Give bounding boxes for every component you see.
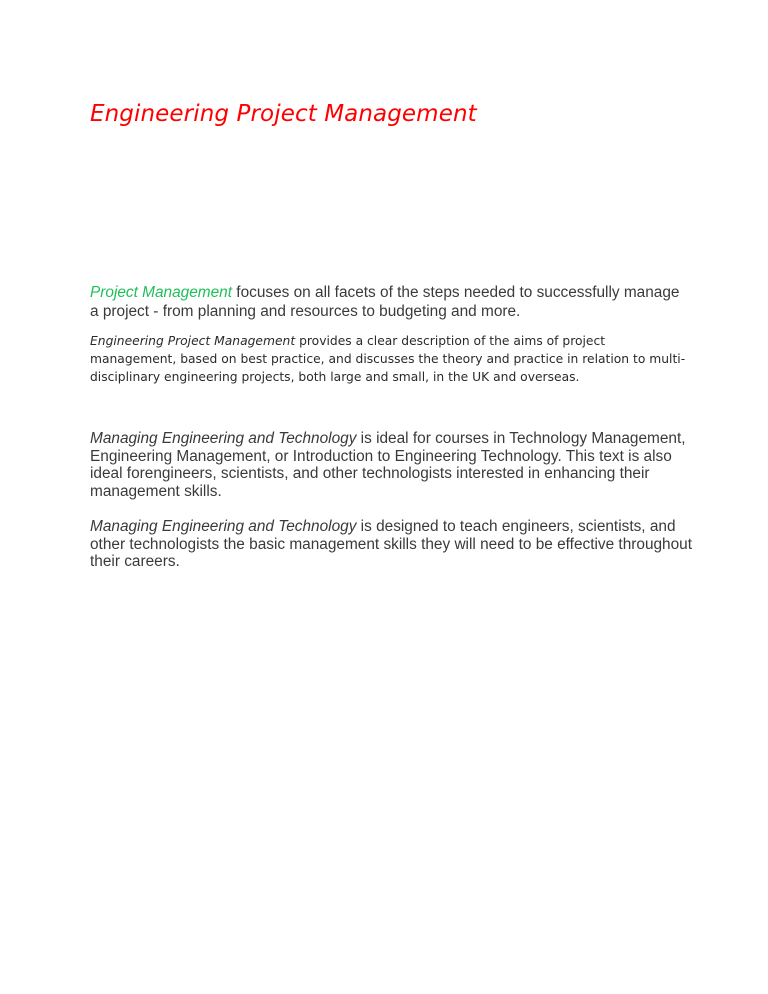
highlighted-term: Project Management — [90, 284, 233, 301]
document-title: Engineering Project Management — [90, 101, 477, 127]
book-title: Engineering Project Management — [90, 334, 296, 348]
book-title: Managing Engineering and Technology — [90, 430, 357, 447]
paragraph-text: focuses on all facets of the steps needed to successfully manage a project - from planning and resources to budgeting and more. — [90, 284, 680, 320]
paragraph-managing-engineering-1 — [90, 430, 700, 500]
paragraph-text: is designed to teach engineers, scientists, and other technologists the basic management skills they will need to be effective throughout their careers. — [90, 518, 693, 570]
paragraph-text: is ideal for courses in Technology Management, Engineering Management, or Introduction to Engineering Technology. This text is also ideal forengineers, scientists, and other technologists interested in enhancing their management skills. — [90, 430, 686, 500]
paragraph-managing-engineering-2 — [90, 518, 700, 571]
paragraph-engineering-project-management — [90, 332, 690, 386]
book-title: Managing Engineering and Technology — [90, 518, 357, 535]
paragraph-project-management — [90, 283, 690, 321]
paragraph-text: provides a clear description of the aims of project management, based on best practice, and discusses the theory and practice in relation to multi-disciplinary engineering projects, both large and small, in the UK and overseas. — [90, 334, 686, 384]
